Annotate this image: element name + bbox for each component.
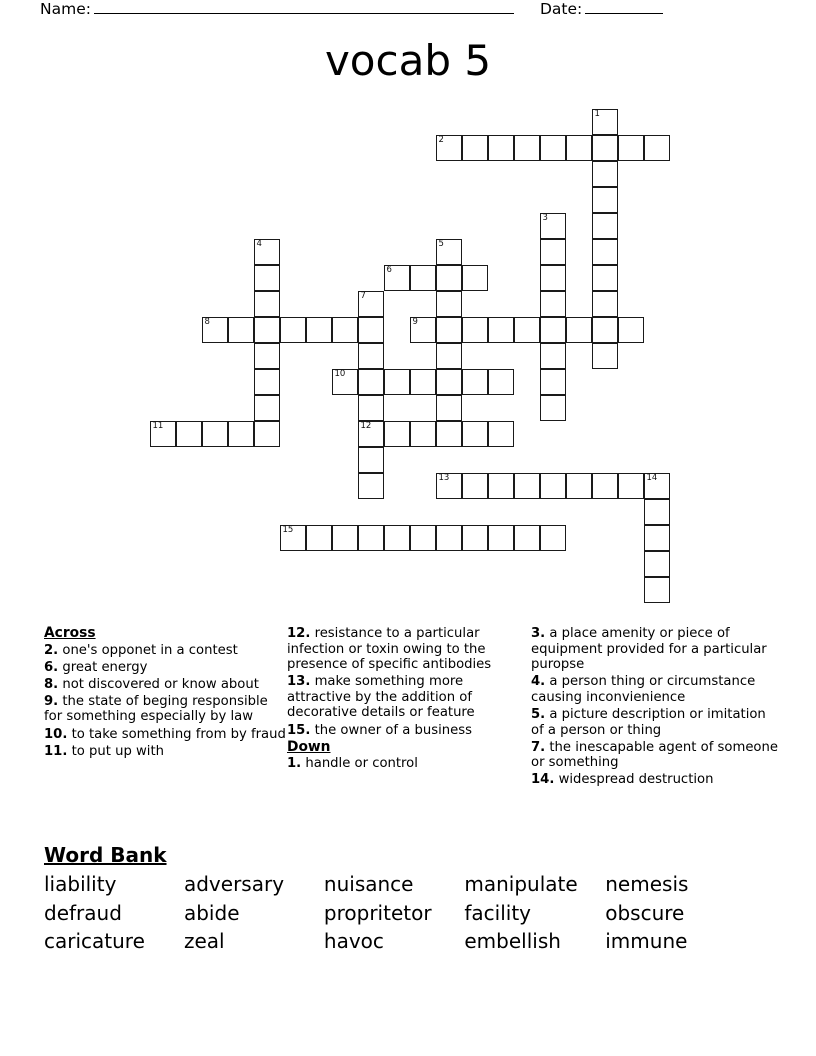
word-bank-list	[44, 870, 744, 956]
clue-number: 7.	[531, 739, 546, 755]
clue-down-5: 5. a picture description or imitation of a person or thing	[531, 706, 766, 738]
clue-number: 10.	[44, 726, 68, 742]
grid-cell[interactable]	[488, 135, 514, 161]
grid-cell[interactable]	[488, 473, 514, 499]
clue-number: 11.	[44, 743, 68, 759]
grid-cell[interactable]	[254, 421, 280, 447]
clue-across-13: 13. make something more attractive by the addition of decorative details or feature	[287, 674, 475, 721]
word-bank-title: Word Bank	[44, 843, 167, 867]
grid-cell[interactable]	[540, 369, 566, 395]
grid-cell[interactable]	[306, 317, 332, 343]
clue-number: 8.	[44, 676, 59, 692]
word-bank-word: adversary	[183, 872, 285, 896]
grid-cell[interactable]	[436, 343, 462, 369]
grid-cell-number: 3	[542, 213, 548, 223]
clues-column-3	[531, 626, 778, 789]
grid-cell[interactable]	[488, 525, 514, 551]
grid-cell-number: 14	[646, 473, 658, 483]
grid-cell-start-1[interactable]	[592, 109, 618, 135]
word-bank-word: liability	[44, 872, 117, 896]
grid-cell[interactable]	[436, 395, 462, 421]
grid-cell[interactable]	[254, 317, 280, 343]
grid-cell[interactable]	[436, 525, 462, 551]
grid-cell[interactable]	[592, 239, 618, 265]
grid-cell-start-4[interactable]	[254, 239, 280, 265]
grid-cell-number: 15	[282, 525, 294, 535]
grid-cell[interactable]	[540, 291, 566, 317]
clue-across-11: 11. to put up with	[44, 743, 164, 759]
grid-cell[interactable]	[618, 135, 644, 161]
grid-cell-start-8[interactable]	[202, 317, 228, 343]
grid-cell-number: 4	[256, 239, 262, 249]
grid-cell-number: 12	[360, 421, 372, 431]
clue-down-3: 3. a place amenity or piece of equipment provided for a particular puropse	[531, 626, 767, 673]
clue-number: 13.	[287, 674, 311, 690]
clues-column-1	[44, 626, 288, 761]
clue-across-15: 15. the owner of a business	[287, 722, 472, 738]
grid-cell[interactable]	[514, 135, 540, 161]
grid-cell[interactable]	[566, 135, 592, 161]
grid-cell[interactable]	[462, 473, 488, 499]
date-label: Date:	[539, 0, 583, 18]
grid-cell[interactable]	[540, 473, 566, 499]
grid-cell[interactable]	[514, 473, 540, 499]
clue-number: 4.	[531, 674, 546, 690]
grid-cell-start-10[interactable]	[332, 369, 358, 395]
clue-number: 12.	[287, 626, 311, 641]
clue-across-12: 12. resistance to a particular infection or toxin owing to the presence of specific antibodies	[287, 626, 492, 673]
grid-cell[interactable]	[592, 265, 618, 291]
grid-cell[interactable]	[592, 161, 618, 187]
word-bank-word: defraud	[44, 900, 122, 925]
grid-cell[interactable]	[410, 265, 436, 291]
clue-number: 15.	[287, 722, 311, 738]
grid-cell[interactable]	[410, 421, 436, 447]
clue-number: 3.	[531, 626, 546, 641]
grid-cell[interactable]	[436, 421, 462, 447]
word-bank-word: immune	[605, 929, 688, 953]
word-bank-word: propritetor	[323, 900, 432, 925]
word-bank-word: facility	[464, 900, 532, 925]
word-bank-row	[44, 899, 744, 928]
clue-across-2: 2. one's opponet in a contest	[44, 642, 238, 658]
grid-cell[interactable]	[280, 317, 306, 343]
word-bank-word: caricature	[44, 929, 145, 953]
grid-cell[interactable]	[488, 421, 514, 447]
grid-cell-number: 8	[204, 317, 210, 327]
grid-cell[interactable]	[436, 291, 462, 317]
grid-cell[interactable]	[358, 317, 384, 343]
grid-cell[interactable]	[254, 343, 280, 369]
grid-cell[interactable]	[462, 135, 488, 161]
clue-across-8: 8. not discovered or know about	[44, 676, 259, 692]
name-label: Name:	[40, 0, 91, 18]
across-heading: Across	[44, 625, 96, 641]
grid-cell[interactable]	[436, 369, 462, 395]
grid-cell-start-12[interactable]	[358, 421, 384, 447]
grid-cell-start-14[interactable]	[644, 473, 670, 499]
grid-cell[interactable]	[488, 317, 514, 343]
grid-cell-start-3[interactable]	[540, 213, 566, 239]
grid-cell-start-6[interactable]	[384, 265, 410, 291]
clue-number: 9.	[44, 693, 59, 709]
grid-cell[interactable]	[384, 421, 410, 447]
grid-cell[interactable]	[202, 421, 228, 447]
grid-cell[interactable]	[540, 317, 566, 343]
grid-cell[interactable]	[436, 317, 462, 343]
word-bank-word: obscure	[605, 900, 685, 925]
grid-cell[interactable]	[592, 317, 618, 343]
grid-cell[interactable]	[644, 135, 670, 161]
grid-cell[interactable]	[332, 317, 358, 343]
grid-cell-start-2[interactable]	[436, 135, 462, 161]
grid-cell[interactable]	[592, 291, 618, 317]
grid-cell[interactable]	[384, 525, 410, 551]
word-bank-word: manipulate	[464, 872, 578, 896]
clue-across-6: 6. great energy	[44, 659, 148, 675]
word-bank-word: embellish	[464, 929, 561, 953]
grid-cell[interactable]	[540, 239, 566, 265]
grid-cell[interactable]	[462, 317, 488, 343]
word-bank-row	[44, 870, 744, 899]
grid-cell[interactable]	[358, 343, 384, 369]
grid-cell[interactable]	[410, 525, 436, 551]
grid-cell[interactable]	[358, 395, 384, 421]
grid-cell-start-5[interactable]	[436, 239, 462, 265]
clues-section	[44, 626, 778, 834]
grid-cell[interactable]	[332, 525, 358, 551]
word-bank-row	[44, 927, 744, 956]
clue-down-1: 1. handle or control	[287, 756, 418, 772]
page-title: vocab 5	[324, 36, 492, 85]
grid-cell[interactable]	[462, 369, 488, 395]
grid-cell[interactable]	[618, 473, 644, 499]
grid-cell[interactable]	[254, 395, 280, 421]
grid-cell[interactable]	[462, 265, 488, 291]
grid-cell[interactable]	[618, 317, 644, 343]
grid-cell[interactable]	[462, 525, 488, 551]
grid-cell[interactable]	[644, 499, 670, 525]
clue-down-4: 4. a person thing or circumstance causing inconvienience	[531, 674, 756, 705]
grid-cell[interactable]	[254, 265, 280, 291]
grid-cell-number: 6	[386, 265, 392, 275]
word-bank-word: zeal	[183, 929, 225, 953]
clue-down-14: 14. widespread destruction	[531, 772, 714, 788]
grid-cell-number: 11	[152, 421, 164, 431]
grid-cell[interactable]	[566, 317, 592, 343]
grid-cell[interactable]	[358, 525, 384, 551]
grid-cell[interactable]	[306, 525, 332, 551]
grid-cell[interactable]	[644, 525, 670, 551]
clue-number: 5.	[531, 706, 546, 722]
word-bank-word: havoc	[323, 929, 384, 953]
grid-cell[interactable]	[176, 421, 202, 447]
grid-cell-start-9[interactable]	[410, 317, 436, 343]
clue-number: 2.	[44, 642, 59, 658]
clue-down-7: 7. the inescapable agent of someone or something	[531, 739, 778, 771]
grid-cell[interactable]	[358, 473, 384, 499]
grid-cell-number: 1	[594, 109, 600, 119]
word-bank-word: nuisance	[323, 872, 414, 896]
clue-number: 14.	[531, 772, 555, 788]
grid-cell-number: 7	[360, 291, 366, 301]
grid-cell[interactable]	[410, 369, 436, 395]
grid-cell-start-11[interactable]	[150, 421, 176, 447]
grid-cell-number: 5	[438, 239, 444, 249]
word-bank-word: abide	[183, 900, 240, 925]
grid-cell-number: 9	[412, 317, 418, 327]
clue-number: 1.	[287, 756, 302, 772]
clues-column-2	[287, 626, 527, 773]
grid-cell-start-13[interactable]	[436, 473, 462, 499]
word-bank-word: nemesis	[605, 872, 689, 896]
grid-cell[interactable]	[540, 343, 566, 369]
grid-cell[interactable]	[592, 213, 618, 239]
grid-cell[interactable]	[540, 265, 566, 291]
grid-cell[interactable]	[228, 317, 254, 343]
grid-cell[interactable]	[514, 317, 540, 343]
grid-cell[interactable]	[540, 525, 566, 551]
grid-cell[interactable]	[540, 135, 566, 161]
grid-cell[interactable]	[254, 369, 280, 395]
grid-cell[interactable]	[254, 291, 280, 317]
grid-cell-number: 13	[438, 473, 450, 483]
grid-cell-start-7[interactable]	[358, 291, 384, 317]
word-bank-section	[44, 843, 778, 956]
grid-cell-start-15[interactable]	[280, 525, 306, 551]
clue-across-9: 9. the state of beging responsible for something especially by law	[44, 693, 268, 725]
clue-number: 6.	[44, 659, 59, 675]
grid-cell[interactable]	[462, 421, 488, 447]
grid-cell[interactable]	[540, 395, 566, 421]
grid-cell[interactable]	[358, 447, 384, 473]
grid-cell-number: 10	[334, 369, 346, 379]
grid-cell[interactable]	[592, 135, 618, 161]
down-heading: Down	[287, 738, 331, 755]
grid-cell[interactable]	[592, 473, 618, 499]
grid-cell[interactable]	[566, 473, 592, 499]
grid-cell-number: 2	[438, 135, 444, 145]
grid-cell[interactable]	[358, 369, 384, 395]
grid-cell[interactable]	[488, 369, 514, 395]
grid-cell[interactable]	[514, 525, 540, 551]
grid-cell[interactable]	[384, 369, 410, 395]
grid-cell[interactable]	[592, 343, 618, 369]
clue-across-10: 10. to take something from by fraud	[44, 726, 286, 742]
grid-cell[interactable]	[644, 577, 670, 603]
grid-cell[interactable]	[644, 551, 670, 577]
grid-cell[interactable]	[592, 187, 618, 213]
grid-cell[interactable]	[436, 265, 462, 291]
grid-cell[interactable]	[228, 421, 254, 447]
